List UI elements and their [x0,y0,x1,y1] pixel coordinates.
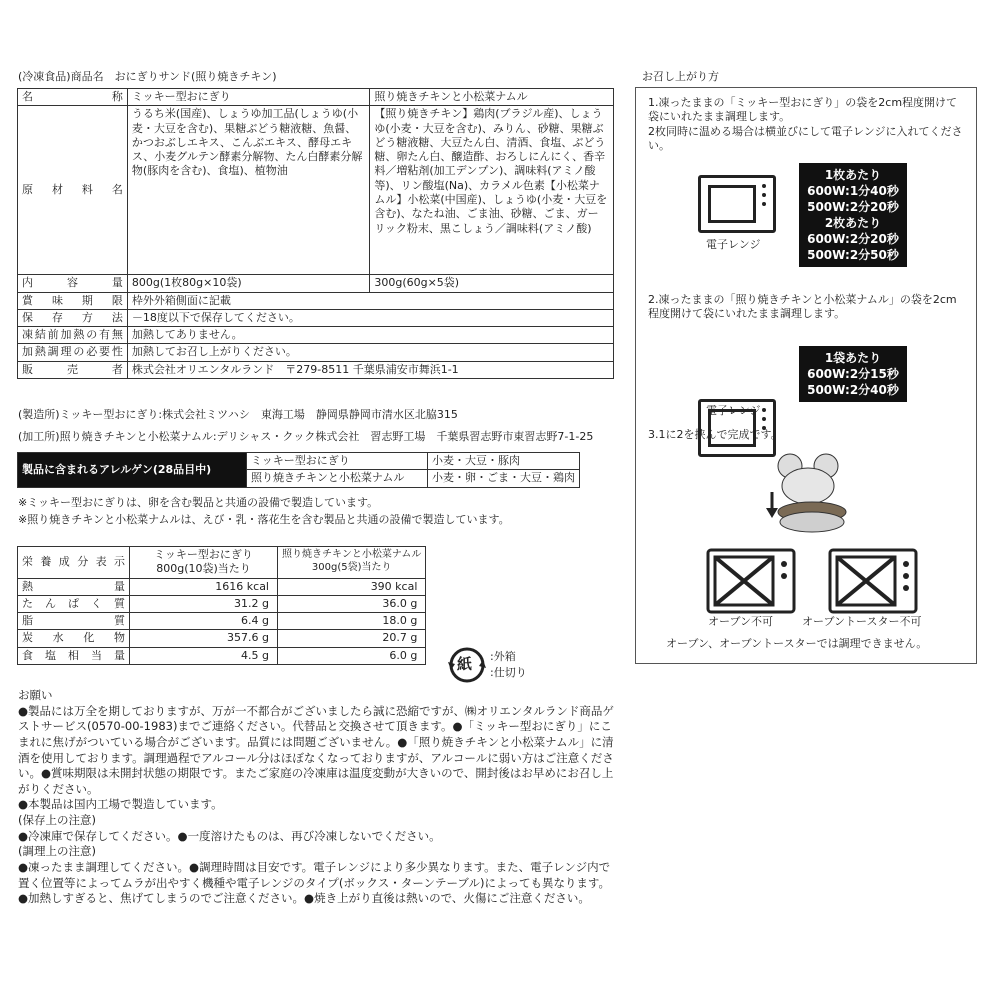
cooking-notes-title: (調理上の注意) [18,844,96,859]
nutrition-table [17,546,426,665]
nutrition-row-b: 6.0 g [278,647,426,664]
allergen-row1-name: ミッキー型おにぎり [247,453,428,470]
nutrition-row [18,613,426,630]
nutrition-col-b-line2: 300g(5袋)当たり [311,562,392,573]
step2-time-box [799,346,907,402]
nutrition-row-a: 31.2 g [130,595,278,612]
nutrition-row-b: 36.0 g [278,595,426,612]
step1-time: 500W:2分20秒 [807,200,899,214]
no-toaster-icon [828,548,918,614]
step2-time: 1袋あたり [824,351,882,365]
name-label: 名 称 [18,89,128,106]
onigiri-sandwich-icon [764,450,848,542]
step1-time: 2枚あたり [824,216,882,230]
seller-label: 販 売 者 [18,361,128,378]
ingredients-a: うるち米(国産)、しょうゆ加工品(しょうゆ(小麦・大豆を含む)、果糖ぶどう糖液糖、魚醤、かつおぶしエキス、こんぶエキス、酵母エキス、小麦グルテン酵素分解物、たん白酵素分解物(豚肉を含む)、食塩)、植物油 [127,106,369,275]
step1-time: 500W:2分50秒 [807,248,899,262]
storage-row [18,309,614,326]
name-row [18,89,614,106]
nutrition-row-b: 20.7 g [278,630,426,647]
nutrition-header-label: 栄養成分表示 [18,547,130,579]
nutrition-col-a-line1: ミッキー型おにぎり [154,548,253,561]
instruction-step-3: 3.1に2を挟んで完成です。 [648,428,782,441]
heat-need-label: 加熱調理の必要性 [18,344,128,361]
allergen-table [17,452,580,488]
name-b: 照り焼きチキンと小松菜ナムル [370,89,614,106]
notes-title: お願い [18,688,53,702]
nutrition-row-b: 18.0 g [278,613,426,630]
content-label: 内 容 量 [18,275,128,292]
no-oven-icon [706,548,796,614]
nutrition-row-a: 6.4 g [130,613,278,630]
recycle-line-2: :仕切り [490,666,527,679]
step2-time: 600W:2分15秒 [807,367,899,381]
expiry-label: 賞 味 期 限 [18,292,128,309]
storage-label: 保 存 方 法 [18,309,128,326]
nutrition-row-a: 357.6 g [130,630,278,647]
allergen-note-2: ※照り焼きチキンと小松菜ナムルは、えび・乳・落花生を含む製品と共通の設備で製造しています。 [18,513,510,526]
nutrition-row-a: 1616 kcal [130,578,278,595]
name-a: ミッキー型おにぎり [127,89,369,106]
nutrition-row [18,578,426,595]
nutrition-col-b [278,547,426,579]
ingredients-row [18,106,614,275]
seller-value: 株式会社オリエンタルランド 〒279-8511 千葉県浦安市舞浜1-1 [127,361,613,378]
allergen-row2-value: 小麦・卵・ごま・大豆・鶏肉 [428,470,580,487]
no-toaster-label: オーブントースター不可 [802,615,922,628]
content-row [18,275,614,292]
seller-row [18,361,614,378]
nutrition-row-label: 炭 水 化 物 [18,630,130,647]
nutrition-col-a [130,547,278,579]
ingredients-label: 原 材 料 名 [18,106,128,275]
notes-paragraph-1: ●製品には万全を期しておりますが、万が一不都合がございましたら誠に恐縮ですが、㈱オリエンタルランド商品ゲストサービス(0570-00-1983)までご連絡ください。代替品と交換させて頂きます。●「ミッキー型おにぎり」にこまれに焦げがついている場合がございます。品質には問題ございません。●「照り焼きチキンと小松菜ナムル」に清酒を使用しております。調理過程でアルコール分はほぼなくなっておりますが、アルコールに弱い方はご注意ください。●賞味期限は未開封状態の期限です。またご家庭の冷凍庫は温度変動が大きいので、開封後はお早めにお召し上がりください。 [18,703,614,796]
product-header: (冷凍食品)商品名 おにぎりサンド(照り焼きチキン) [18,70,277,83]
allergen-note-1: ※ミッキー型おにぎりは、卵を含む製品と共通の設備で製造しています。 [18,496,379,509]
nutrition-row-label: た ん ぱ く 質 [18,595,130,612]
storage-notes-title: (保存上の注意) [18,813,96,827]
product-info-table [17,88,614,379]
microwave-label: 電子レンジ [706,238,761,251]
no-oven-label: オーブン不可 [708,615,774,628]
notes-section [18,688,616,907]
heat-need-row [18,344,614,361]
allergen-row-1 [18,453,580,470]
nutrition-row-b: 390 kcal [278,578,426,595]
step2-time: 500W:2分40秒 [807,383,899,397]
heat-need-value: 加熱してお召し上がりください。 [127,344,613,361]
step1-time: 1枚あたり [824,168,882,182]
instruction-step-2: 2.凍ったままの「照り焼きチキンと小松菜ナムル」の袋を2cm程度開けて袋にいれたまま調理します。 [648,293,957,321]
nutrition-row-label: 脂 質 [18,613,130,630]
nutrition-row-label: 熱 量 [18,578,130,595]
content-a: 800g(1枚80g×10袋) [127,275,369,292]
nutrition-row-label: 食 塩 相 当 量 [18,647,130,664]
content-b: 300g(60g×5袋) [370,275,614,292]
allergen-title: 製品に含まれるアレルゲン(28品目中) [18,453,247,488]
storage-notes-text: ●冷凍庫で保存してください。●一度溶けたものは、再び冷凍しないでください。 [18,828,441,843]
expiry-row [18,292,614,309]
nutrition-row [18,630,426,647]
instructions-footer: オーブン、オーブントースターでは調理できません。 [666,637,928,650]
nutrition-col-b-line1: 照り焼きチキンと小松菜ナムル [282,549,422,560]
microwave-label: 電子レンジ [706,404,761,417]
instructions-box [635,87,977,664]
nutrition-col-a-line2: 800g(10袋)当たり [156,562,251,576]
allergen-row1-value: 小麦・大豆・豚肉 [428,453,580,470]
cooking-notes-text: ●凍ったまま調理してください。●調理時間は目安です。電子レンジにより多少異なります。また、電子レンジ内で置く位置等によってムラが出やすく機種や電子レンジのタイプ(ボックス・ターンテーブル)によっても異なります。●加熱しすぎると、焦げてしまうのでご注意ください。●焼き上がり直後は熱いので、火傷にご注意ください。 [18,859,611,906]
nutrition-row [18,647,426,664]
notes-paragraph-2: ●本製品は国内工場で製造しています。 [18,797,223,812]
maker-line-2: (加工所)照り焼きチキンと小松菜ナムル:デリシャス・クック株式会社 習志野工場 千葉県習志野市東習志野7-1-25 [18,430,594,443]
instruction-step-1: 1.凍ったままの「ミッキー型おにぎり」の袋を2cm程度開けて袋にいれたまま調理します。 2枚同時に温める場合は横並びにして電子レンジに入れてください。 [648,96,963,152]
maker-line-1: (製造所)ミッキー型おにぎり:株式会社ミツハシ 東海工場 静岡県静岡市清水区北脇315 [18,408,458,421]
recycle-mark-text: 紙 [457,655,473,673]
allergen-row2-name: 照り焼きチキンと小松菜ナムル [247,470,428,487]
microwave-icon [698,175,776,233]
preheat-row [18,327,614,344]
ingredients-b: 【照り焼きチキン】鶏肉(ブラジル産)、しょうゆ(小麦・大豆を含む)、みりん、砂糖、果糖ぶどう糖液糖、大豆たん白、清酒、食塩、ぶどう糖、卵たん白、醸造酢、おろしにんにく、香辛料／増粘剤(加工デンプン)、調味料(アミノ酸等)、リン酸塩(Na)、カラメル色素【小松菜ナムル】小松菜(中国産)、しょうゆ(小麦・大豆を含む)、なたね油、ごま油、砂糖、ごま、ガーリック粉末、黒こしょう／調味料(アミノ酸) [370,106,614,275]
storage-value: －18度以下で保存してください。 [127,309,613,326]
nutrition-row [18,595,426,612]
recycle-line-1: :外箱 [490,650,516,663]
preheat-label: 凍結前加熱の有無 [18,327,128,344]
nutrition-row-a: 4.5 g [130,647,278,664]
nutrition-header-row [18,547,426,579]
recycle-paper-icon [446,644,488,686]
instructions-title: お召し上がり方 [642,70,719,83]
step1-time: 600W:2分20秒 [807,232,899,246]
preheat-value: 加熱してありません。 [127,327,613,344]
expiry-value: 枠外外箱側面に記載 [127,292,613,309]
step1-time-box [799,163,907,267]
step1-time: 600W:1分40秒 [807,184,899,198]
